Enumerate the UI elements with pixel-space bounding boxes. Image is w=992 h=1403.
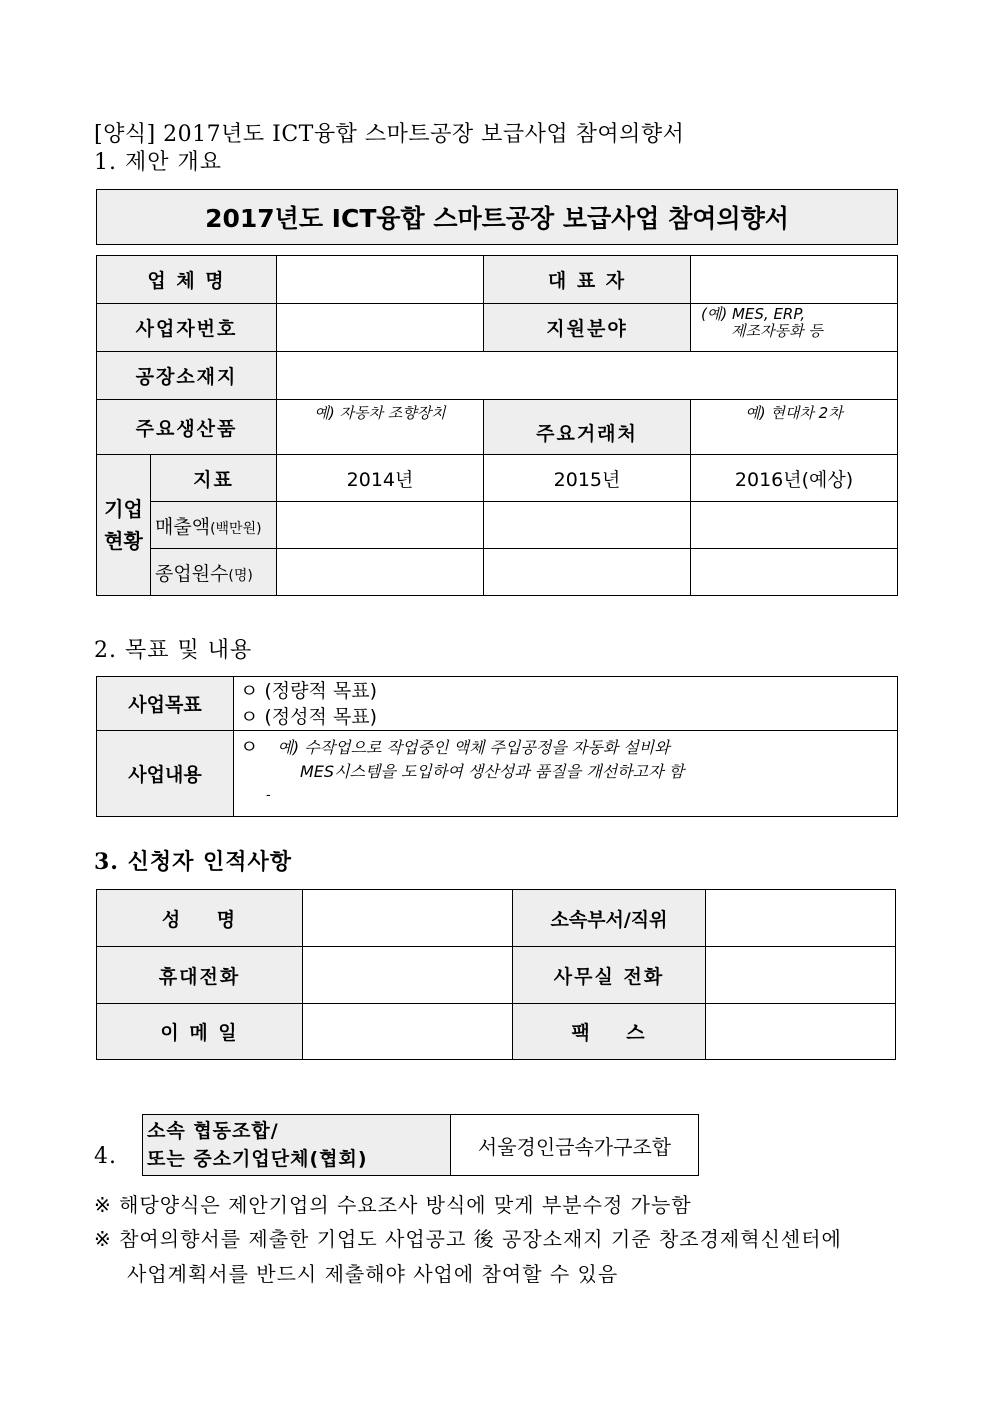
section4-number: 4. [94,1144,117,1169]
applicant-table [96,889,896,1060]
company-name-field[interactable] [277,256,484,304]
office-phone-field[interactable] [706,947,896,1004]
main-client-label: 주요거래처 [484,400,691,455]
dept-label: 소속부서/직위 [513,890,706,947]
content-bullet: ㅇ [240,736,259,758]
association-table [142,1114,699,1176]
employees-2014-field[interactable] [277,549,484,596]
note-3: 사업계획서를 반드시 제출해야 사업에 참여할 수 있음 [127,1262,619,1286]
sales-2015-field[interactable] [484,502,691,549]
employees-unit: (명) [228,567,253,584]
form-title: [양식] 2017년도 ICT융합 스마트공장 보급사업 참여의향서 [94,122,685,147]
main-client-hint: 예) 현대차 2차 [745,404,843,422]
sales-unit: (백만원) [210,520,262,537]
employees-2015-field[interactable] [484,549,691,596]
association-value: 서울경인금속가구조합 [451,1115,699,1176]
support-field-hint-line1: (예) MES, ERP, [701,305,806,323]
employees-label-text: 종업원수 [155,562,229,585]
content-field[interactable] [234,731,898,817]
status-label-line2: 현황 [104,529,143,553]
year-2014: 2014년 [277,455,484,502]
goal-line1: ㅇ (정량적 목표) [240,679,378,702]
business-no-field[interactable] [277,304,484,352]
banner-title: 2017년도 ICT융합 스마트공장 보급사업 참여의향서 [205,204,789,233]
office-phone-label: 사무실 전화 [513,947,706,1004]
association-label-line2: 또는 중소기업단체(협회) [147,1148,368,1170]
indicator-label: 지표 [151,455,277,502]
goal-line2: ㅇ (정성적 목표) [240,705,378,728]
name-label: 성 명 [97,890,303,947]
company-name-label: 업 체 명 [97,256,277,304]
section2-heading: 2. 목표 및 내용 [94,638,253,663]
factory-location-label: 공장소재지 [97,352,277,400]
mobile-field[interactable] [303,947,513,1004]
factory-location-field[interactable] [277,352,898,400]
ceo-field[interactable] [691,256,898,304]
dept-field[interactable] [706,890,896,947]
year-2016: 2016년(예상) [691,455,898,502]
goal-label: 사업목표 [97,677,234,731]
email-label: 이 메 일 [97,1004,303,1060]
support-field-field[interactable] [691,304,898,352]
section3-heading: 3. 신청자 인적사항 [94,849,293,875]
sales-2014-field[interactable] [277,502,484,549]
association-label-line1: 소속 협동조합/ [147,1120,279,1142]
fax-label: 팩 스 [513,1004,706,1060]
main-client-field[interactable] [691,400,898,455]
employees-label [151,549,277,596]
ceo-label: 대 표 자 [484,256,691,304]
status-label [97,455,151,596]
sales-label-text: 매출액 [155,515,211,538]
note-1: ※ 해당양식은 제안기업의 수요조사 방식에 맞게 부분수정 가능함 [94,1193,692,1217]
support-field-hint-line2: 제조자동화 등 [731,322,823,340]
content-line1: 예) 수작업으로 작업중인 액체 주입공정을 자동화 설비와 [277,738,670,757]
content-line3: - [266,788,271,803]
main-product-hint: 예) 자동차 조향장치 [314,404,446,422]
content-line1-row [240,735,897,760]
email-field[interactable] [303,1004,513,1060]
employees-2016-field[interactable] [691,549,898,596]
sales-label [151,502,277,549]
support-field-label: 지원분야 [484,304,691,352]
overview-table [96,255,898,596]
goal-field[interactable] [234,677,898,731]
status-label-line1: 기업 [104,497,143,521]
main-product-label: 주요생산품 [97,400,277,455]
business-no-label: 사업자번호 [97,304,277,352]
goals-table [96,676,898,817]
main-product-field[interactable] [277,400,484,455]
mobile-label: 휴대전화 [97,947,303,1004]
content-label: 사업내용 [97,731,234,817]
name-field[interactable] [303,890,513,947]
section1-heading: 1. 제안 개요 [94,150,222,175]
sales-2016-field[interactable] [691,502,898,549]
fax-field[interactable] [706,1004,896,1060]
note-2: ※ 참여의향서를 제출한 기업도 사업공고 後 공장소재지 기준 창조경제혁신센터에 [94,1227,842,1251]
content-line2: MES시스템을 도입하여 생산성과 품질을 개선하고자 함 [300,762,685,781]
year-2015: 2015년 [484,455,691,502]
banner-box [96,189,898,245]
association-label [143,1115,451,1176]
